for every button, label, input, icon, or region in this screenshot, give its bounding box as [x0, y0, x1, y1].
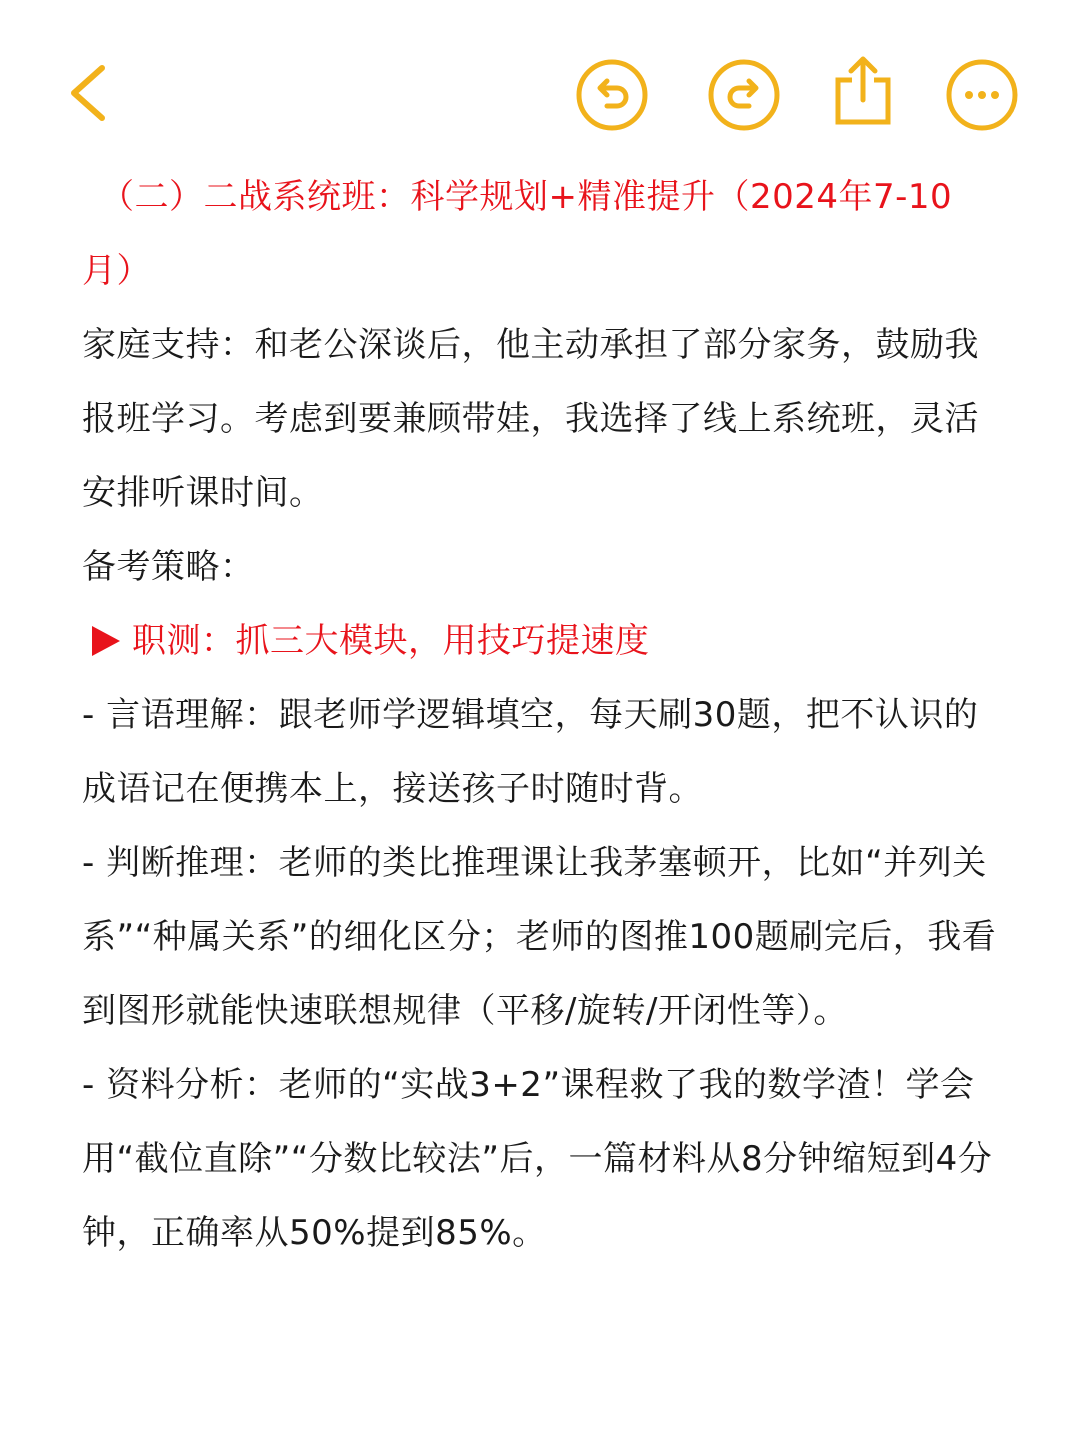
subsection-title-text: 职测：抓三大模块，用技巧提速度: [132, 621, 650, 661]
chevron-left-icon: [60, 58, 120, 128]
share-button[interactable]: [830, 52, 896, 130]
note-body[interactable]: [82, 160, 1002, 1270]
note-toolbar: [0, 0, 1080, 180]
back-button[interactable]: [60, 58, 120, 128]
triangle-bullet-icon: [92, 626, 120, 656]
undo-icon: [574, 57, 650, 133]
more-button[interactable]: [944, 57, 1020, 133]
section-heading: （二）二战系统班：科学规划+精准提升（2024年7-10月）: [82, 177, 953, 291]
list-item-reasoning: - 判断推理：老师的类比推理课让我茅塞顿开，比如“并列关系”“种属关系”的细化区分；老师的图推100题刷完后，我看到图形就能快速联想规律（平移/旋转/开闭性等）。: [82, 843, 997, 1031]
undo-button[interactable]: [574, 57, 650, 133]
redo-button[interactable]: [706, 57, 782, 133]
strategy-label: 备考策略：: [82, 547, 255, 587]
more-horizontal-icon: [944, 57, 1020, 133]
share-icon: [830, 52, 896, 130]
subsection-title: [82, 604, 1002, 678]
family-support-paragraph: 家庭支持：和老公深谈后，他主动承担了部分家务，鼓励我报班学习。考虑到要兼顾带娃，我选择了线上系统班，灵活安排听课时间。: [82, 325, 979, 513]
redo-icon: [706, 57, 782, 133]
list-item-verbal: - 言语理解：跟老师学逻辑填空，每天刷30题，把不认识的成语记在便携本上，接送孩子时随时背。: [82, 695, 979, 809]
list-item-data-analysis: - 资料分析：老师的“实战3+2”课程救了我的数学渣！学会用“截位直除”“分数比较法”后，一篇材料从8分钟缩短到4分钟，正确率从50%提到85%。: [82, 1065, 993, 1253]
